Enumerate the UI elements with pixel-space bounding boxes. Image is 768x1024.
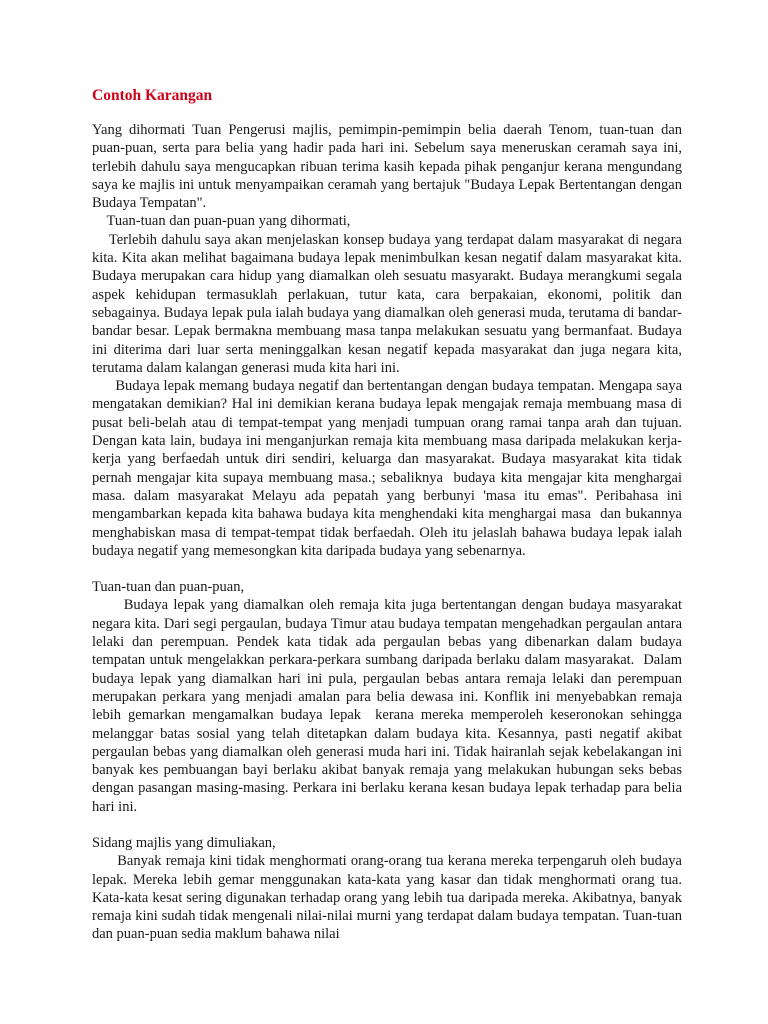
paragraph-social-interaction: Budaya lepak yang diamalkan oleh remaja kita juga bertentangan dengan budaya masyarakat negara kita. Dari segi pergaulan, budaya Timur atau budaya tempatan mengehadkan pergaulan antara lelaki dan perempuan. Pendek kata tidak ada pergaulan bebas yang dibenarkan dalam budaya tempatan untuk mengelakkan perkara-perkara sumbang daripada berlaku dalam masyarakat. Dalam budaya lepak yang diamalkan hari ini pula, pergaulan bebas antara remaja lelaki dan perempuan merupakan perkara yang menjadi amalan para belia dewasa ini. Konflik ini menyebabkan remaja lebih gemarkan mengamalkan budaya lepak kerana mereka memperoleh keseronokan sehingga melanggar batas sosial yang telah ditetapkan dalam budaya kita. Kesannya, pasti negatif akibat pergaulan bebas yang diamalkan oleh generasi muda hari ini. Tidak hairanlah sejak kebelakangan ini banyak kes pembuangan bayi berlaku akibat banyak remaja yang melakukan hubungan seks bebas dengan pasangan masing-masing. Perkara ini berlaku kerana kesan budaya lepak terhadap para belia hari ini.	[92, 597, 686, 815]
paragraph-negative-culture: Budaya lepak memang budaya negatif dan bertentangan dengan budaya tempatan. Mengapa saya mengatakan demikian? Hal ini demikian kerana budaya lepak mengajak remaja membuang masa di pusat beli-belah atau di tempat-tempat yang menjadi tumpuan orang ramai tanpa arah dan tujuan. Dengan kata lain, budaya ini menganjurkan remaja kita membuang masa daripada melakukan kerja-kerja yang berfaedah untuk diri sendiri, keluarga dan masyarakat. Budaya masyarakat kita tidak pernah mengajar kita supaya membuang masa.; sebaliknya budaya kita mengajar kita menghargai masa. dalam masyarakat Melayu ada pepatah yang berbunyi 'masa itu emas". Peribahasa ini mengambarkan kepada kita bahawa budaya kita menghendaki kita menghargai masa dan bukannya menghabiskan masa di tempat-tempat tidak berfaedah. Oleh itu jelaslah bahawa budaya lepak ialah budaya negatif yang memesongkan kita daripada budaya yang sebenarnya.	[92, 378, 686, 559]
paragraph-gap	[92, 560, 682, 578]
paragraph-respect: Banyak remaja kini tidak menghormati orang-orang tua kerana mereka terpengaruh oleh budaya lepak. Mereka lebih gemar menggunakan kata-kata yang kasar dan tidak menghormati orang tua. Kata-kata kesat sering digunakan terhadap orang yang lebih tua daripada mereka. Akibatnya, banyak remaja kini sudah tidak mengenali nilai-nilai murni yang terdapat dalam budaya tempatan. Tuan-tuan dan puan-puan sedia maklum bahawa nilai	[92, 853, 686, 943]
paragraph-gap	[92, 816, 682, 834]
document-title: Contoh Karangan	[92, 87, 213, 104]
paragraph-salutation-3: Sidang majlis yang dimuliakan,	[92, 834, 276, 851]
paragraph-salutation-2: Tuan-tuan dan puan-puan,	[92, 579, 245, 596]
paragraph-concept: Terlebih dahulu saya akan menjelaskan konsep budaya yang terdapat dalam masyarakat di negara kita. Kita akan melihat bagaimana budaya lepak menimbulkan kesan negatif dalam masyarakat kita. Budaya merupakan cara hidup yang diamalkan oleh sesuatu masyarakt. Budaya merangkumi segala aspek kehidupan termasuklah perlakuan, tutur kata, cara berpakaian, ekonomi, politik dan sebagainya. Budaya lepak pula ialah budaya yang diamalkan oleh generasi muda, terutama di bandar-bandar besar. Lepak bermakna membuang masa tanpa melakukan sesuatu yang bermanfaat. Budaya ini diterima dari luar serta meninggalkan kesan negatif kepada masyarakat dan juga negara kita, terutama dalam kalangan generasi muda kita hari ini.	[92, 231, 686, 376]
paragraph-salutation-1: Tuan-tuan dan puan-puan yang dihormati,	[92, 213, 351, 230]
paragraph-opening: Yang dihormati Tuan Pengerusi majlis, pemimpin-pemimpin belia daerah Tenom, tuan-tuan dan puan-puan, serta para belia yang hadir pada hari ini. Sebelum saya meneruskan ceramah saya ini, terlebih dahulu saya mengucapkan ribuan terima kasih kepada pihak penganjur kerana mengundang saya ke majlis ini untuk menyampaikan ceramah yang bertajuk "Budaya Lepak Bertentangan dengan Budaya Tempatan".	[92, 122, 682, 212]
